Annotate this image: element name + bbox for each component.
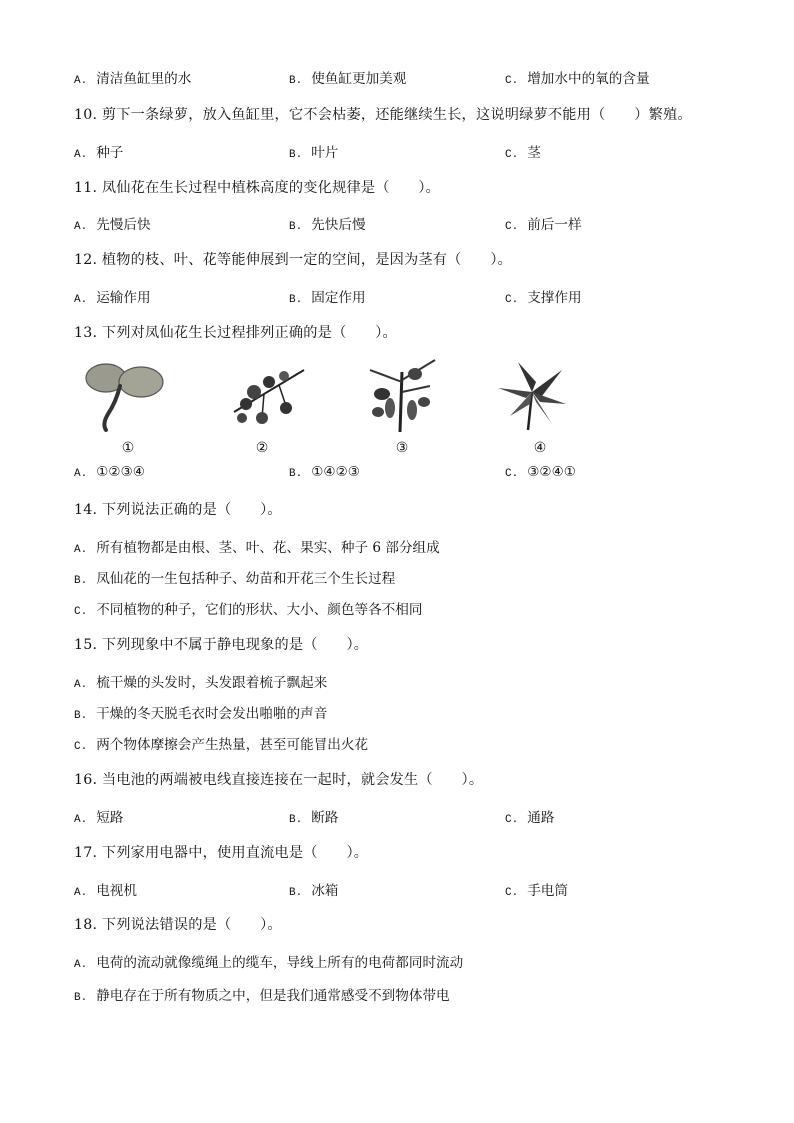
q14-option-c: C. 不同植物的种子，它们的形状、大小、颜色等各不相同: [74, 602, 423, 618]
q10-stem: 10. 剪下一条绿萝，放入鱼缸里，它不会枯萎，还能继续生长，这说明绿萝不能用（ ）繁殖。: [74, 107, 692, 123]
q16-option-a: A. 短路: [74, 810, 124, 826]
figure-label-1: ①: [121, 440, 135, 456]
q12-option-c: C. 支撑作用: [505, 290, 582, 306]
q15-option-a: A. 梳干燥的头发时，头发跟着梳子飘起来: [74, 675, 328, 691]
q11-option-c: C. 前后一样: [505, 217, 582, 233]
q18-option-b: B. 静电存在于所有物质之中，但是我们通常感受不到物体带电: [74, 988, 450, 1004]
q12-option-b: B. 固定作用: [289, 290, 366, 306]
q14-stem: 14. 下列说法正确的是（ ）。: [74, 502, 282, 518]
q15-option-b: B. 干燥的冬天脱毛衣时会发出啪啪的声音: [74, 706, 328, 722]
q9-option-a: A. 清洁鱼缸里的水: [74, 71, 192, 87]
q12-stem: 12. 植物的枝、叶、花等能伸展到一定的空间，是因为茎有（ ）。: [74, 252, 513, 268]
q13-option-c: C. ③②④①: [505, 464, 576, 480]
q11-stem: 11. 凤仙花在生长过程中植株高度的变化规律是（ ）。: [74, 180, 441, 196]
figure-label-4: ④: [533, 440, 547, 456]
q9-option-b: B. 使鱼缸更加美观: [289, 71, 407, 87]
q10-option-b: B. 叶片: [289, 145, 339, 161]
plant-growth-figures: [74, 352, 634, 456]
plant-with-pods-image: [360, 352, 450, 436]
q11-option-b: B. 先快后慢: [289, 217, 366, 233]
q11-option-a: A. 先慢后快: [74, 217, 151, 233]
figure-label-3: ③: [395, 440, 409, 456]
seedling-cotyledons-image: [78, 352, 178, 436]
q9-option-c: C. 增加水中的氧的含量: [505, 71, 650, 87]
q13-option-b: B. ①④②③: [289, 464, 360, 480]
q16-option-c: C. 通路: [505, 810, 555, 826]
q17-option-b: B. 冰箱: [289, 883, 339, 899]
q18-option-a: A. 电荷的流动就像缆绳上的缆车，导线上所有的电荷都同时流动: [74, 955, 464, 971]
q14-option-b: B. 凤仙花的一生包括种子、幼苗和开花三个生长过程: [74, 571, 396, 587]
q12-option-a: A. 运输作用: [74, 290, 151, 306]
leafy-plant-image: [488, 352, 578, 436]
q17-option-c: C. 手电筒: [505, 883, 568, 899]
q17-stem: 17. 下列家用电器中，使用直流电是（ ）。: [74, 845, 369, 861]
q16-stem: 16. 当电池的两端被电线直接连接在一起时，就会发生（ ）。: [74, 772, 484, 788]
q15-option-c: C. 两个物体摩擦会产生热量，甚至可能冒出火花: [74, 737, 369, 753]
q18-stem: 18. 下列说法错误的是（ ）。: [74, 917, 282, 933]
flowering-twig-image: [224, 352, 314, 436]
q14-option-a: A. 所有植物都是由根、茎、叶、花、果实、种子 6 部分组成: [74, 540, 440, 556]
figure-label-2: ②: [255, 440, 269, 456]
q13-stem: 13. 下列对凤仙花生长过程排列正确的是（ ）。: [74, 325, 397, 341]
q15-stem: 15. 下列现象中不属于静电现象的是（ ）。: [74, 637, 369, 653]
q10-option-c: C. 茎: [505, 145, 541, 161]
q16-option-b: B. 断路: [289, 810, 339, 826]
q17-option-a: A. 电视机: [74, 883, 137, 899]
q13-option-a: A. ①②③④: [74, 464, 145, 480]
q10-option-a: A. 种子: [74, 145, 124, 161]
